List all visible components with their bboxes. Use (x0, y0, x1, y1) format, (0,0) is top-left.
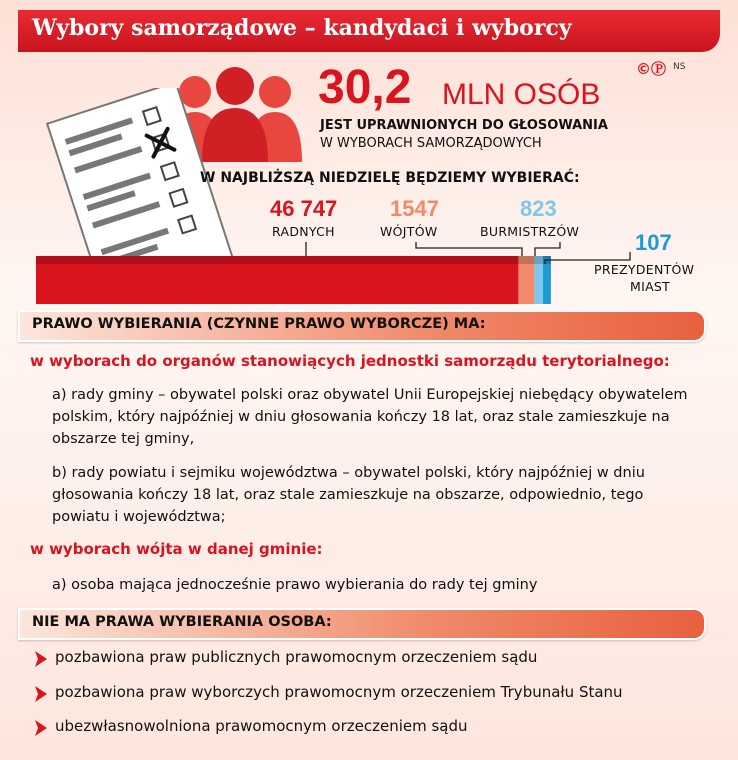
voters-line1: JEST UPRAWNIONYCH DO GŁOSOWANIA (320, 118, 608, 133)
voters-line2: W WYBORACH SAMORZĄDOWYCH (320, 136, 542, 151)
voters-number: 30,2 (318, 61, 412, 114)
positions-bar (30, 196, 670, 308)
title-banner (18, 10, 720, 52)
bullet-arrow-icon (32, 685, 50, 703)
page-title: Wybory samorządowe – kandydaci i wyborcy (32, 15, 572, 41)
prezydentow-label2: MIAST (630, 279, 671, 294)
burmistrzow-label: BURMISTRZÓW (480, 224, 580, 239)
no-rights-item: pozbawiona praw publicznych prawomocnym orzeczeniem sądu (55, 648, 538, 666)
section-no-rights-title: NIE MA PRAWA WYBIERANIA OSOBA: (32, 614, 332, 630)
prezydentow-value: 107 (635, 230, 672, 255)
voters-unit: MLN OSÓB (442, 78, 601, 111)
no-rights-item: ubezwłasnowolniona prawomocnym orzeczeniem sądu (55, 717, 468, 735)
section-no-rights (18, 608, 706, 640)
radnych-value: 46 747 (270, 196, 338, 221)
no-rights-item: pozbawiona praw wyborczych prawomocnym orzeczeniem Trybunału Stanu (55, 683, 623, 701)
para-powiat: b) rady powiatu i sejmiku województwa – obywatel polski, który najpóźniej w dniu głosowania kończy 18 lat, oraz stale zamieszkuje na obszarze, odpowiednio, tego powiatu i województwa; (52, 465, 645, 525)
copyright-mark: ©Ⓟ (636, 60, 667, 78)
wojtow-value: 1547 (390, 196, 439, 221)
wojtow-label: WÓJTÓW (380, 224, 438, 239)
bar-top-shade (36, 256, 551, 264)
bullet-arrow-icon (32, 650, 50, 668)
prezydentow-label: PREZYDENTÓW (594, 262, 695, 277)
head-organs: w wyborach do organów stanowiących jednostki samorządu terytorialnego: (30, 352, 670, 370)
section-voting-rights (18, 310, 706, 342)
para-wojt: a) osoba mająca jednocześnie prawo wybierania do rady tej gminy (52, 577, 538, 593)
burmistrzow-value: 823 (520, 196, 557, 221)
head-wojt: w wyborach wójta w danej gminie: (30, 540, 323, 558)
para-gmina: a) rady gminy – obywatel polski oraz obywatel Unii Europejskiej niebędący obywatelem polskim, który najpóźniej w dniu głosowania kończy 18 lat, oraz stale zamieszkuje na obszarze tej gminy, (52, 387, 688, 447)
source-label: NS (673, 62, 686, 72)
radnych-label: RADNYCH (272, 224, 335, 239)
section-voting-rights-title: PRAWO WYBIERANIA (CZYNNE PRAWO WYBORCZE) MA: (32, 316, 486, 332)
bullet-arrow-icon (32, 719, 50, 737)
choose-title: W NAJBLIŻSZĄ NIEDZIELĘ BĘDZIEMY WYBIERAĆ: (200, 170, 580, 186)
